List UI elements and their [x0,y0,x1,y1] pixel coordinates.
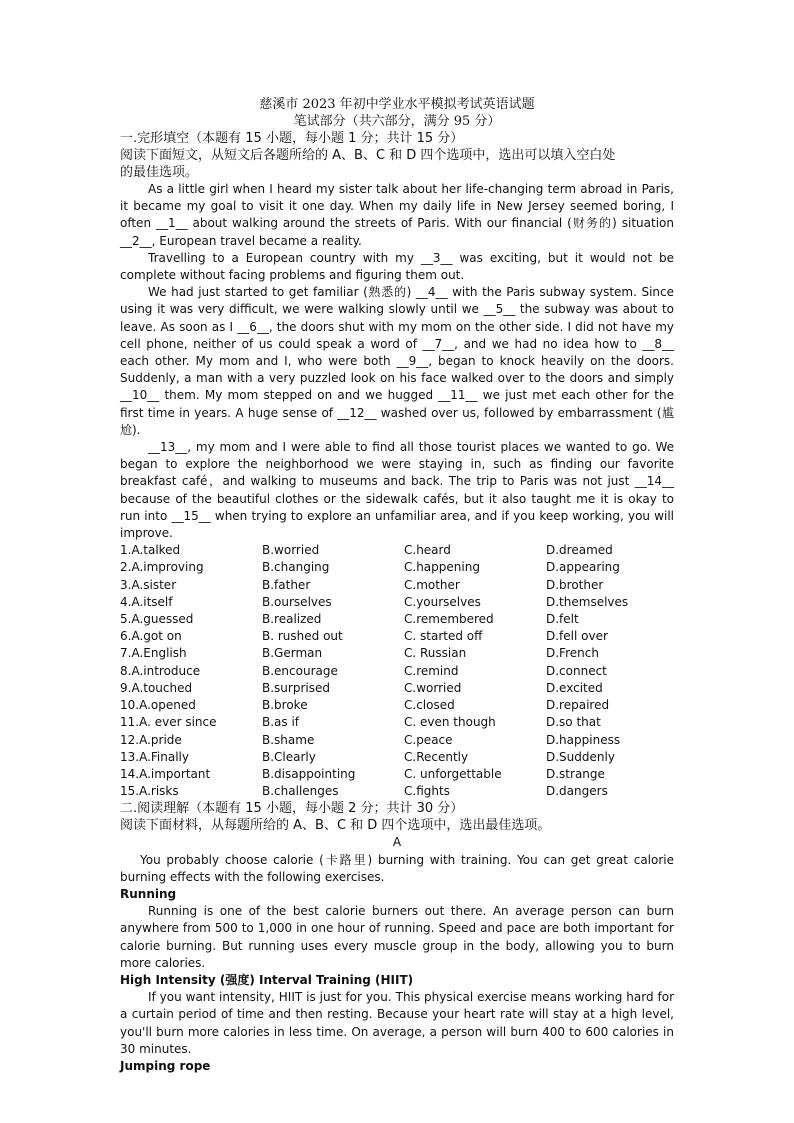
section1-heading: 一.完形填空（本题有 15 小题，每小题 1 分；共计 15 分） [120,131,464,146]
cloze-options-table [120,542,674,800]
option-1a: 1.A.talked [120,543,181,558]
option-6b: B. rushed out [262,629,343,644]
option-10c: C.closed [404,698,455,713]
option-14a: 14.A.important [120,766,211,781]
option-14d: D.strange [546,766,605,781]
option-2a: 2.A.improving [120,560,204,575]
option-1b: B.worried [262,543,320,558]
option-13c: C.Recently [404,749,469,764]
option-3b: B.father [262,577,311,592]
option-13b: B.Clearly [262,749,316,764]
option-11b: B.as if [262,715,300,730]
option-13d: D.Suddenly [546,749,615,764]
option-13a: 13.A.Finally [120,749,189,764]
section1-instruction-line2: 的最佳选项。 [120,165,199,180]
exam-subtitle: 笔试部分（共六部分，满分 95 分） [293,114,501,129]
option-12b: B.shame [262,732,315,747]
section2-heading: 二.阅读理解（本题有 15 小题，每小题 2 分；共计 30 分） [120,801,464,817]
cloze-paragraph-2: Travelling to a European country with my __3__ was exciting, but it would not be complete without facing problems and figuring them out. [120,250,674,283]
option-5c: C.remembered [404,612,494,627]
option-1d: D.dreamed [546,543,613,558]
option-14b: B.disappointing [262,766,356,781]
option-1c: C.heard [404,543,451,558]
option-7d: D.French [546,646,599,661]
option-6c: C. started off [404,629,483,644]
option-15b: B.challenges [262,784,339,799]
option-11d: D.so that [546,715,601,730]
option-9b: B.surprised [262,680,330,695]
passage-intro: You probably choose calorie (卡路里) burning with training. You can get great calorie burning effects with the following exercises. [120,852,674,884]
option-10b: B.broke [262,698,308,713]
cloze-paragraph-4: __13__, my mom and I were able to find all those tourist places we wanted to go. We began to explore the neighborhood we were staying in, such as finding our favorite breakfast café，and walking to museums and back. The trip to Paris was not just __14__ because of the beautiful clothes or the sidewalk cafés, but it also taught me it is okay to run into __15__ when trying to explore an unfamiliar area, and if you keep working, you will improve. [120,440,674,541]
option-3c: C.mother [404,577,460,592]
option-4b: B.ourselves [262,594,332,609]
exam-title: 慈溪市 2023 年初中学业水平模拟考试英语试题 [259,97,535,112]
section1-instruction-line1: 阅读下面短文，从短文后各题所给的 A、B、C 和 D 四个选项中，选出可以填入空白处 [120,148,616,163]
option-10a: 10.A.opened [120,698,196,713]
option-12d: D.happiness [546,732,621,747]
option-2d: D.appearing [546,560,620,575]
option-2b: B.changing [262,560,330,575]
option-5b: B.realized [262,612,322,627]
option-4c: C.yourselves [404,594,481,609]
passage-label: A [392,835,402,850]
option-11c: C. even though [404,715,496,730]
jumping-rope-heading: Jumping rope [120,1058,211,1073]
option-7a: 7.A.English [120,646,187,661]
hiit-heading: High Intensity (强度) Interval Training (HIIT) [120,972,414,987]
cloze-paragraph-1: As a little girl when I heard my sister talk about her life-changing term abroad in Paris, it became my goal to visit it one day. When my daily life in New Jersey seemed boring, I often __1__ about walking around the streets of Paris. With our financial (财务的) situation __2__, European travel became a reality. [120,182,674,248]
option-3a: 3.A.sister [120,577,177,592]
exam-page [120,96,674,1075]
option-9d: D.excited [546,680,603,695]
running-text: Running is one of the best calorie burners out there. An average person can burn anywhere from 500 to 1,000 in one hour of running. Speed and pace are both important for calorie burning. But running uses every muscle group in the body, allowing you to burn more calories. [120,904,674,970]
option-8b: B.encourage [262,663,338,678]
cloze-paragraph-3: We had just started to get familiar (熟悉的) __4__ with the Paris subway system. Since using it was very difficult, we were walking slowly until we __5__ the subway was about to leave. As soon as I __6__, the doors shut with my mom on the other side. I did not have my cell phone, neither of us could speak a word of __7__, and we had no idea how to __8__ each other. My mom and I, who were both __9__, began to knock heavily on the doors. Suddenly, a man with a very puzzled look on his face walked over to the doors and simply __10__ them. My mom stepped on and we hugged __11__ we just met each other for the first time in years. A huge sense of __12__ washed over us, followed by embarrassment (尴尬). [120,285,674,437]
option-6d: D.fell over [546,629,608,644]
option-14c: C. unforgettable [404,766,502,781]
hiit-text: If you want intensity, HIIT is just for you. This physical exercise means working hard for a curtain period of time and then resting. Because your heart rate will stay at a high level, you'll burn more calories in less time. On average, a person will burn 400 to 600 calories in 30 minutes. [120,990,674,1056]
section2-instruction: 阅读下面材料，从每题所给的 A、B、C 和 D 四个选项中，选出最佳选项。 [120,818,551,834]
option-8a: 8.A.introduce [120,663,201,678]
option-3d: D.brother [546,577,604,592]
option-12c: C.peace [404,732,453,747]
option-7c: C. Russian [404,646,467,661]
option-15d: D.dangers [546,784,608,799]
option-8d: D.connect [546,663,607,678]
option-15a: 15.A.risks [120,784,179,799]
option-5d: D.felt [546,612,579,627]
option-7b: B.German [262,646,323,661]
option-5a: 5.A.guessed [120,612,194,627]
option-9c: C.worried [404,680,462,695]
option-11a: 11.A. ever since [120,715,217,730]
option-15c: C.fights [404,784,450,799]
option-4a: 4.A.itself [120,594,173,609]
option-12a: 12.A.pride [120,732,182,747]
option-2c: C.happening [404,560,480,575]
option-6a: 6.A.got on [120,629,182,644]
option-8c: C.remind [404,663,459,678]
option-10d: D.repaired [546,698,610,713]
option-4d: D.themselves [546,594,629,609]
running-heading: Running [120,886,177,901]
option-9a: 9.A.touched [120,680,193,695]
